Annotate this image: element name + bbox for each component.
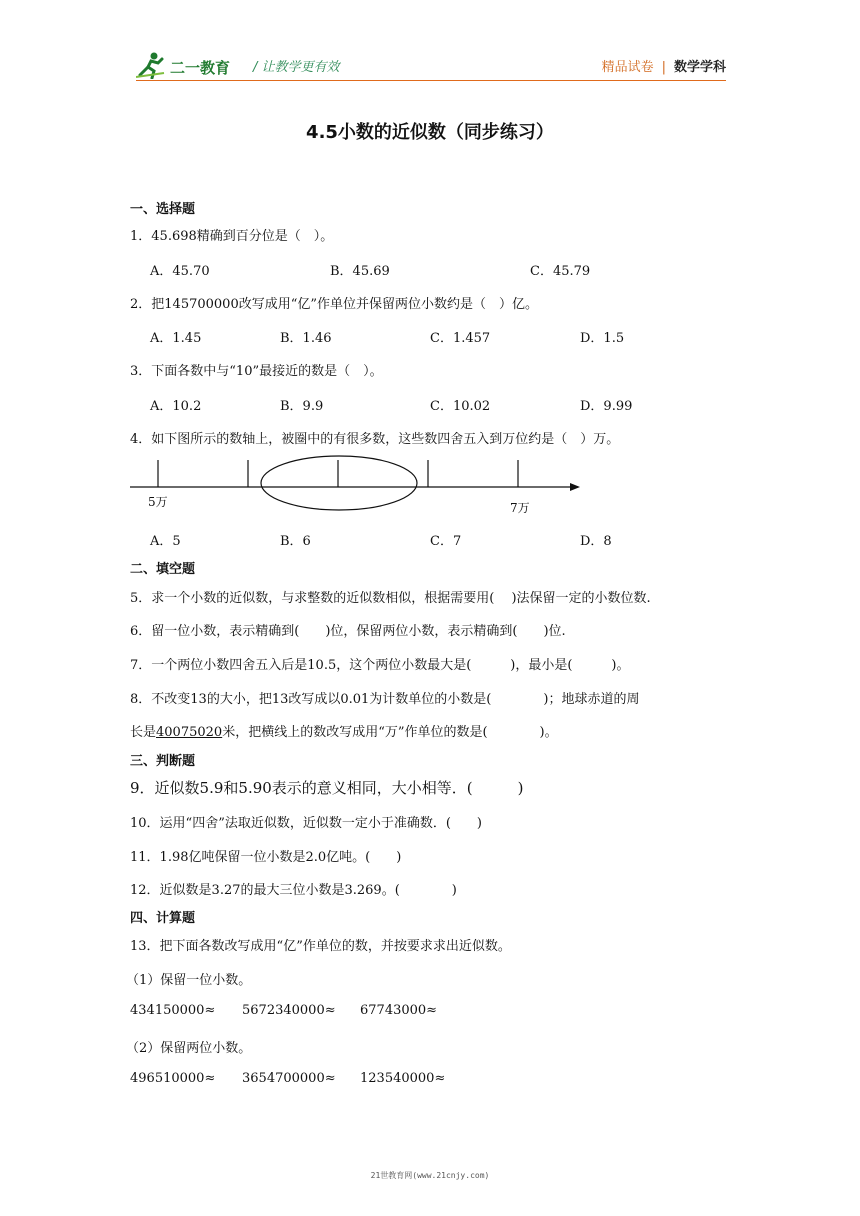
- option: B．45.69: [330, 264, 390, 279]
- option: A．45.70: [150, 264, 210, 279]
- question-6: 6．留一位小数，表示精确到( )位，保留两位小数，表示精确到( )位.: [130, 624, 566, 639]
- q8-prefix: 长是: [130, 725, 157, 740]
- badge: 精品试卷: [601, 60, 654, 75]
- question-8b: [130, 721, 558, 740]
- circled-range: [261, 456, 417, 510]
- header-separator: |: [661, 60, 666, 75]
- section-heading: 二、填空题: [130, 562, 196, 577]
- calc-item: 3654700000≈: [242, 1071, 336, 1086]
- q8-suffix: 米，把横线上的数改写成用“万”作单位的数是( )。: [222, 725, 558, 740]
- option: D．8: [580, 534, 612, 549]
- option: D．9.99: [580, 399, 633, 414]
- question-10: 10．运用“四舍”法取近似数，近似数一定小于准确数．( ): [130, 816, 482, 831]
- slogan: / 让教学更有效: [253, 60, 340, 75]
- calc-item: 5672340000≈: [242, 1003, 336, 1018]
- question-1: 1．45.698精确到百分位是（ ）。: [130, 229, 334, 244]
- question-2: 2．把145700000改写成用“亿”作单位并保留两位小数约是（ ）亿。: [130, 297, 539, 312]
- option: B．9.9: [280, 399, 324, 414]
- calc-item: 123540000≈: [360, 1071, 446, 1086]
- question-5: 5．求一个小数的近似数，与求整数的近似数相似，根据需要用( )法保留一定的小数位数.: [130, 591, 651, 606]
- question-9: 9．近似数5.9和5.90表示的意义相同，大小相等．( ): [130, 779, 524, 797]
- section-heading: 四、计算题: [130, 911, 196, 926]
- option: A．1.45: [150, 331, 202, 346]
- page-title: 4.5小数的近似数（同步练习）: [306, 122, 554, 143]
- option: A．10.2: [150, 399, 202, 414]
- option: B．1.46: [280, 331, 332, 346]
- runner-icon: [136, 51, 166, 79]
- option: C．7: [430, 534, 462, 549]
- section-heading: 一、选择题: [130, 202, 196, 217]
- option: C．1.457: [430, 331, 491, 346]
- logo: [136, 51, 248, 79]
- axis-arrow: [570, 483, 580, 491]
- option: D．1.5: [580, 331, 625, 346]
- question-7: 7．一个两位小数四舍五入后是10.5，这个两位小数最大是( )，最小是( )。: [130, 658, 630, 673]
- axis-label-5: 5万: [148, 495, 168, 509]
- option: C．10.02: [430, 399, 491, 414]
- question-11: 11．1.98亿吨保留一位小数是2.0亿吨。( ): [130, 850, 402, 865]
- calc-item: 496510000≈: [130, 1071, 216, 1086]
- question-8a: 8．不改变13的大小，把13改写成以0.01为计数单位的小数是( )；地球赤道的周: [130, 692, 640, 707]
- logo-text: 二一教育: [170, 59, 231, 77]
- calc-item: 67743000≈: [360, 1003, 438, 1018]
- footer: 21世教育网(www.21cnjy.com): [370, 1171, 490, 1180]
- option: A．5: [150, 534, 181, 549]
- question-4: 4．如下图所示的数轴上，被圈中的有很多数，这些数四舍五入到万位约是（ ）万。: [130, 432, 620, 447]
- option: B．6: [280, 534, 311, 549]
- header-divider: [136, 80, 726, 81]
- section-heading: 三、判断题: [130, 754, 196, 769]
- q8-underlined-number: 40075020: [156, 725, 223, 740]
- question-12: 12．近似数是3.27的最大三位小数是3.269。( ): [130, 883, 457, 898]
- header-right: [602, 56, 726, 75]
- q13-part-2: （2）保留两位小数。: [126, 1041, 252, 1056]
- q13-part-1: （1）保留一位小数。: [126, 973, 252, 988]
- question-3: 3．下面各数中与“10”最接近的数是（ ）。: [130, 364, 383, 379]
- subject: 数学学科: [673, 60, 726, 75]
- axis-label-7: 7万: [510, 501, 530, 515]
- option: C．45.79: [530, 264, 591, 279]
- calc-item: 434150000≈: [130, 1003, 216, 1018]
- question-13: 13．把下面各数改写成用“亿”作单位的数，并按要求求出近似数。: [130, 939, 511, 954]
